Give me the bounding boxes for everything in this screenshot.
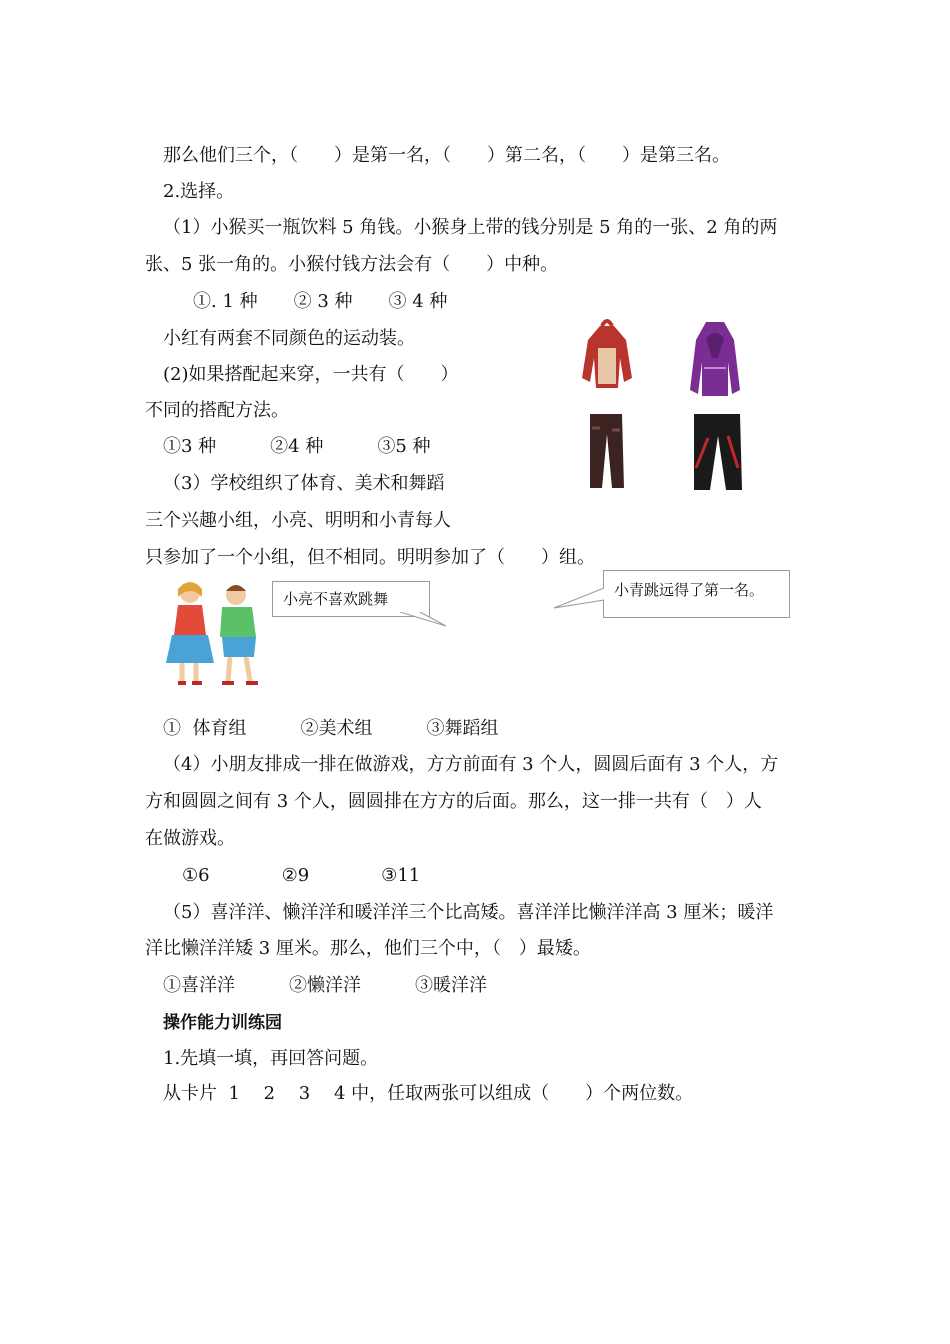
question-5-options: ①喜洋洋 ②懒洋洋 ③暖洋洋: [163, 975, 487, 996]
question-2-text-cont: 不同的搭配方法。: [145, 400, 289, 421]
question-1-text: （1）小猴买一瓶饮料 5 角钱。小猴身上带的钱分别是 5 角的一张、2 角的两: [163, 217, 778, 238]
question-3-text-cont: 三个兴趣小组，小亮、明明和小青每人: [145, 510, 451, 531]
sportswear-illustration: [570, 318, 760, 498]
question-3-text-cont2: 只参加了一个小组，但不相同。明明参加了（ ）组。: [145, 547, 595, 568]
section-operation-heading: 操作能力训练园: [163, 1013, 282, 1033]
section-choice-heading: 2.选择。: [163, 181, 235, 202]
purple-jacket-icon: [690, 322, 740, 396]
question-1-text-cont: 张、5 张一角的。小猴付钱方法会有（ ）中种。: [145, 254, 559, 275]
speech-bubble-xiaoliang: 小亮不喜欢跳舞: [272, 581, 430, 617]
question-2-options: ①3 种 ②4 种 ③5 种: [163, 436, 431, 457]
question-4-text-cont2: 在做游戏。: [145, 828, 235, 849]
question-3-options: ① 体育组 ②美术组 ③舞蹈组: [163, 718, 499, 739]
question-2-intro: 小红有两套不同颜色的运动装。: [163, 328, 415, 349]
girl-icon: [166, 582, 214, 683]
speech-bubble-tail-2: [552, 588, 606, 612]
question-2-text: (2)如果搭配起来穿，一共有（ ）: [163, 364, 459, 385]
question-ranking-line: 那么他们三个，（ ）是第一名，（ ）第二名，（ ）是第三名。: [163, 145, 730, 166]
operation-question-1-text: 从卡片 1 2 3 4 中，任取两张可以组成（ ）个两位数。: [163, 1083, 694, 1104]
black-pants-icon: [694, 414, 742, 490]
question-3-text: （3）学校组织了体育、美术和舞蹈: [163, 473, 445, 494]
dark-pants-icon: [590, 414, 624, 488]
question-4-options: ①6 ②9 ③11: [182, 865, 421, 886]
speech-bubble-tail-1: [400, 612, 450, 630]
question-4-text-cont: 方和圆圆之间有 3 个人，圆圆排在方方的后面。那么，这一排一共有（ ）人: [145, 791, 762, 812]
operation-question-1: 1.先填一填，再回答问题。: [163, 1048, 379, 1069]
question-5-text-cont: 洋比懒洋洋矮 3 厘米。那么，他们三个中，（ ）最矮。: [145, 938, 591, 959]
red-jacket-icon: [582, 321, 632, 388]
question-5-text: （5）喜洋洋、懒洋洋和暖洋洋三个比高矮。喜洋洋比懒洋洋高 3 厘米；暖洋: [163, 902, 774, 923]
question-1-options: ①. 1 种 ② 3 种 ③ 4 种: [193, 291, 448, 312]
speech-bubble-xiaoqing: 小青跳远得了第一名。: [603, 570, 790, 618]
kids-talking-illustration: [160, 575, 272, 690]
question-4-text: （4）小朋友排成一排在做游戏，方方前面有 3 个人，圆圆后面有 3 个人，方: [163, 754, 779, 775]
boy-icon: [220, 585, 258, 683]
